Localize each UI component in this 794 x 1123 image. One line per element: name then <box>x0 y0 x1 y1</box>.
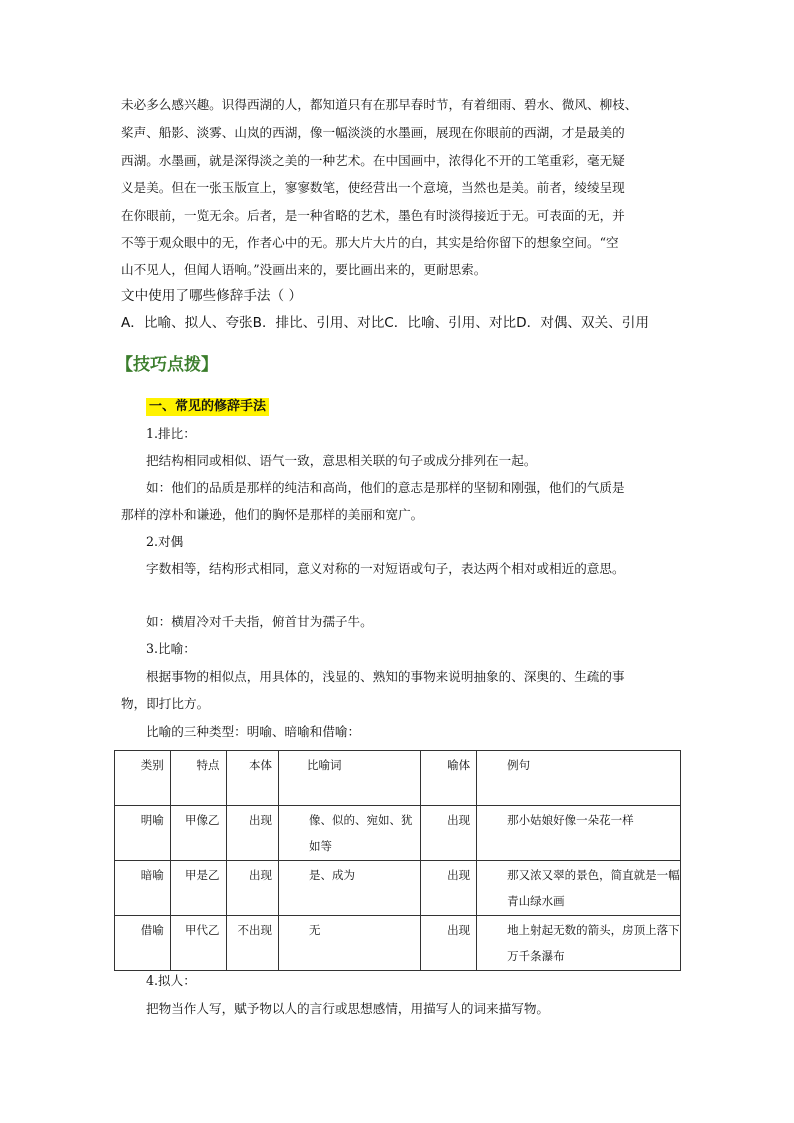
table-cell: 喻体 <box>421 751 477 806</box>
table-row <box>115 806 681 861</box>
table-cell: 甲代乙 <box>170 916 226 971</box>
table-cell: 地上射起无数的箭头，房顶上落下万千条瀑布 <box>477 916 681 971</box>
item-def-niren: 把物当作人写，赋予物以人的言行或思想感情，用描写人的词来描写物。 <box>146 1001 549 1016</box>
passage-line: 山不见人，但闻人语响。”没画出来的，要比画出来的，更耐思索。 <box>121 262 487 277</box>
table-cell: 甲是乙 <box>170 861 226 916</box>
table-cell: 出现 <box>226 806 278 861</box>
table-row <box>115 861 681 916</box>
item-def-duiou: 字数相等，结构形式相同，意义对称的一对短语或句子，表达两个相对或相近的意思。 <box>146 561 625 576</box>
question-text: 文中使用了哪些修辞手法（ ） <box>121 288 303 304</box>
subsection-title: 一、常见的修辞手法 <box>146 398 269 416</box>
item-def-biyu: 根据事物的相似点，用具体的，浅显的、熟知的事物来说明抽象的、深奥的、生疏的事 <box>146 669 625 684</box>
passage-line: 西湖。水墨画，就是深得淡之美的一种艺术。在中国画中，浓得化不开的工笔重彩，毫无疑 <box>121 153 625 168</box>
item-example-paibi: 那样的淳朴和谦逊，他们的胸怀是那样的美丽和宽广。 <box>121 507 424 522</box>
passage-line: 桨声、船影、淡雾、山岚的西湖，像一幅淡淡的水墨画，展现在你眼前的西湖，才是最美的 <box>121 125 625 140</box>
table-cell: 那又浓又翠的景色，简直就是一幅青山绿水画 <box>477 861 681 916</box>
table-cell: 比喻词 <box>278 751 420 806</box>
table-row <box>115 916 681 971</box>
table-cell: 出现 <box>421 916 477 971</box>
table-cell: 暗喻 <box>115 861 171 916</box>
table-cell: 出现 <box>421 861 477 916</box>
item-def-paibi: 把结构相同或相似、语气一致，意思相关联的句子或成分排列在一起。 <box>146 453 537 468</box>
item-title-biyu: 3.比喻： <box>146 641 196 656</box>
table-header-row <box>115 751 681 806</box>
passage-line: 未必多么感兴趣。识得西湖的人，都知道只有在那早春时节，有着细雨、碧水、微风、柳枝、 <box>121 97 638 112</box>
item-title-duiou: 2.对偶 <box>146 534 184 549</box>
item-title-niren: 4.拟人： <box>146 973 196 988</box>
passage-line: 义是美。但在一张玉版宣上，寥寥数笔，使经营出一个意境，当然也是美。前者，绫绫呈现 <box>121 180 625 195</box>
table-cell: 出现 <box>226 861 278 916</box>
item-def-biyu: 物，即打比方。 <box>121 696 210 711</box>
table-cell: 例句 <box>477 751 681 806</box>
table-cell: 明喻 <box>115 806 171 861</box>
table-cell: 甲像乙 <box>170 806 226 861</box>
item-example-duiou: 如：横眉冷对千夫指，俯首甘为孺子牛。 <box>146 614 373 629</box>
passage-line: 在你眼前，一览无余。后者，是一种省略的艺术，墨色有时淡得接近于无。可表面的无，并 <box>121 208 625 223</box>
table-cell: 无 <box>278 916 420 971</box>
passage-line: 不等于观众眼中的无，作者心中的无。那大片大片的白，其实是给你留下的想象空间。“空 <box>121 235 619 250</box>
table-cell: 不出现 <box>226 916 278 971</box>
item-types-biyu: 比喻的三种类型：明喻、暗喻和借喻： <box>146 724 361 739</box>
table-cell: 出现 <box>421 806 477 861</box>
section-title: 【技巧点拨】 <box>116 355 218 375</box>
item-title-paibi: 1.排比： <box>146 426 196 441</box>
table-cell: 本体 <box>226 751 278 806</box>
table-cell: 像、似的、宛如、犹如等 <box>278 806 420 861</box>
answer-options: A．比喻、拟人、夸张B．排比、引用、对比C．比喻、引用、对比D．对偶、双关、引用 <box>121 315 649 331</box>
table-cell: 那小姑娘好像一朵花一样 <box>477 806 681 861</box>
table-cell: 类别 <box>115 751 171 806</box>
table-cell: 特点 <box>170 751 226 806</box>
metaphor-types-table <box>114 750 681 971</box>
table-cell: 借喻 <box>115 916 171 971</box>
item-example-paibi: 如：他们的品质是那样的纯洁和高尚，他们的意志是那样的坚韧和刚强，他们的气质是 <box>146 480 625 495</box>
table-cell: 是、成为 <box>278 861 420 916</box>
